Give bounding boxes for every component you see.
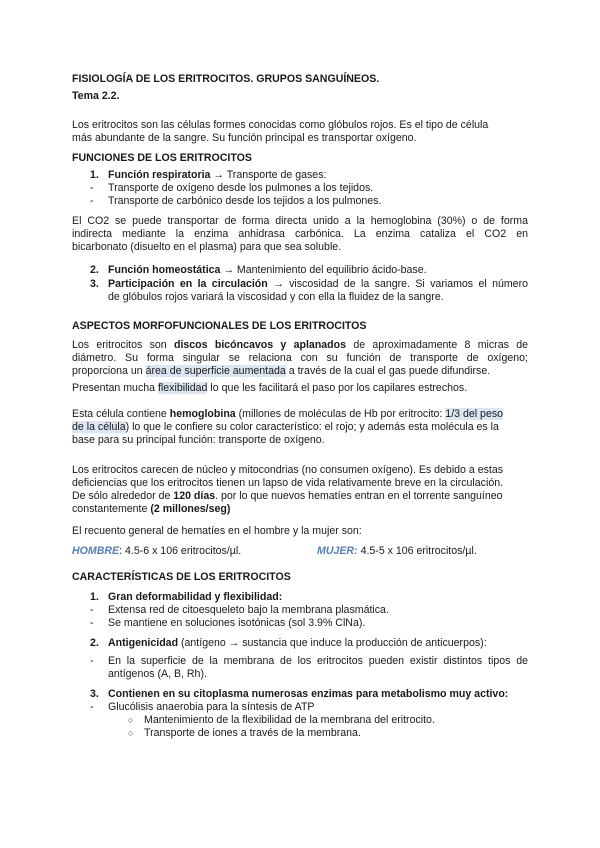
paragraph-line: Los eritrocitos carecen de núcleo y mitocondrias (no consumen oxígeno). Es debido a estas: [72, 464, 504, 476]
paragraph-line: Esta célula contiene hemoglobina (millones de moléculas de Hb por eritrocito: 1/3 del peso: [72, 408, 504, 420]
section-heading-aspectos: ASPECTOS MORFOFUNCIONALES DE LOS ERITROCITOS: [72, 320, 367, 332]
paragraph-line: de la célula) lo que le confiere su color característico: el rojo; y además esta molécula es la: [72, 421, 499, 433]
paragraph-line: Los eritrocitos son discos bicóncavos y aplanados de aproximadamente 8 micras de: [72, 339, 528, 351]
list-number: 2.: [90, 264, 99, 276]
paragraph-line: diámetro. Su forma singular se relaciona con su función de transporte de oxígeno;: [72, 352, 528, 364]
list-subitem: Extensa red de citoesqueleto bajo la membrana plasmática.: [108, 604, 389, 616]
paragraph-line: El CO2 se puede transportar de forma directa unido a la hemoglobina (30%) o de forma: [72, 215, 528, 227]
circle-bullet: ○: [128, 728, 134, 738]
list-item: Participación en la circulación → viscosidad de la sangre. Si variamos el número: [108, 278, 528, 290]
list-subitem: Transporte de carbónico desde los tejidos a los pulmones.: [108, 195, 382, 207]
list-subsubitem: Mantenimiento de la flexibilidad de la membrana del eritrocito.: [144, 714, 435, 726]
highlight: área de superficie aumentada: [145, 365, 286, 377]
list-number: 3.: [90, 688, 99, 700]
list-number: 1.: [90, 169, 99, 181]
paragraph-line: indirecta mediante la enzima anhidrasa carbónica. La enzima cataliza el CO2 en: [72, 228, 528, 240]
list-number: 2.: [90, 637, 99, 649]
dash-bullet: -: [90, 195, 94, 207]
intro-line: Los eritrocitos son las células formes conocidas como glóbulos rojos. Es el tipo de célula: [72, 119, 489, 131]
list-subitem: Glucólisis anaerobia para la síntesis de ATP: [108, 701, 315, 713]
paragraph-line: El recuento general de hematíes en el hombre y la mujer son:: [72, 525, 362, 537]
section-heading-funciones: FUNCIONES DE LOS ERITROCITOS: [72, 152, 252, 164]
dash-bullet: -: [90, 655, 94, 667]
dash-bullet: -: [90, 701, 94, 713]
paragraph-line: constantemente (2 millones/seg): [72, 503, 231, 515]
list-subitem: En la superficie de la membrana de los eritrocitos pueden existir distintos tipos de: [108, 655, 528, 667]
paragraph-line: base para su principal función: transporte de oxígeno.: [72, 434, 325, 446]
list-subsubitem: Transporte de iones a través de la membrana.: [144, 727, 361, 739]
list-subitem: Se mantiene en soluciones isotónicas (sol 3.9% ClNa).: [108, 617, 366, 629]
section-heading-caracteristicas: CARACTERÍSTICAS DE LOS ERITROCITOS: [72, 571, 291, 583]
list-number: 1.: [90, 591, 99, 603]
document-subtitle: Tema 2.2.: [72, 90, 120, 102]
dash-bullet: -: [90, 604, 94, 616]
highlight: flexibilidad: [157, 382, 208, 394]
paragraph-line: bicarbonato (disuelto en el plasma) para que sea soluble.: [72, 241, 342, 253]
paragraph-line: proporciona un área de superficie aumentada a través de la cual el gas puede difundirse.: [72, 365, 491, 377]
list-item: Función homeostática → Mantenimiento del equilibrio ácido-base.: [108, 264, 427, 276]
dash-bullet: -: [90, 182, 94, 194]
list-item: Función respiratoria → Transporte de gases:: [108, 169, 327, 181]
list-item-continued: de glóbulos rojos variará la viscosidad y con ella la fluidez de la sangre.: [108, 291, 444, 303]
highlight: de la célula: [72, 421, 126, 433]
list-subitem-continued: antígenos (A, B, Rh).: [108, 668, 207, 680]
count-mujer: MUJER: 4.5-5 x 106 eritrocitos/µl.: [317, 545, 477, 557]
paragraph-line: De sólo alrededor de 120 días. por lo que nuevos hematíes entran en el torrente sanguíneo: [72, 490, 503, 502]
paragraph-line: deficiencias que los eritrocitos tienen un lapso de vida relativamente breve en la circulación.: [72, 477, 504, 489]
count-hombre: HOMBRE: 4.5-6 x 106 eritrocitos/µl.: [72, 545, 242, 557]
document-title: FISIOLOGÍA DE LOS ERITROCITOS. GRUPOS SANGUÍNEOS.: [72, 73, 380, 85]
circle-bullet: ○: [128, 715, 134, 725]
list-number: 3.: [90, 278, 99, 290]
list-item: Antigenicidad (antígeno → sustancia que induce la producción de anticuerpos):: [108, 637, 487, 649]
intro-line: más abundante de la sangre. Su función principal es transportar oxígeno.: [72, 132, 417, 144]
paragraph-line: Presentan mucha flexibilidad lo que les facilitará el paso por los capilares estrechos.: [72, 382, 468, 394]
dash-bullet: -: [90, 617, 94, 629]
list-item: Contienen en su citoplasma numerosas enzimas para metabolismo muy activo:: [108, 688, 509, 700]
list-subitem: Transporte de oxígeno desde los pulmones a los tejidos.: [108, 182, 374, 194]
list-item: Gran deformabilidad y flexibilidad:: [108, 591, 283, 603]
highlight: 1/3 del peso: [445, 408, 504, 420]
